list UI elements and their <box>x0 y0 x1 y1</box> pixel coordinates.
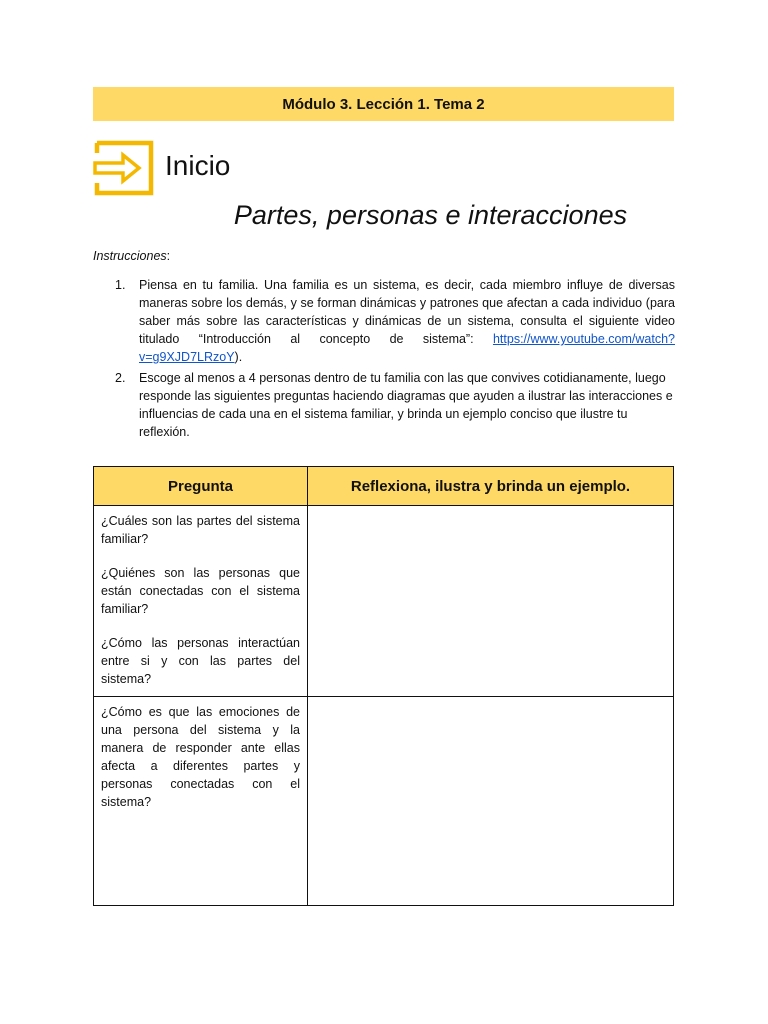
instruction-item <box>93 276 675 366</box>
answer-cell[interactable] <box>308 697 674 906</box>
instruction-number: 1. <box>115 278 126 292</box>
enter-arrow-icon <box>93 138 155 198</box>
column-header-question: Pregunta <box>94 467 308 506</box>
instruction-text-end: ). <box>234 350 243 364</box>
question-text: ¿Cuáles son las partes del sistema familiar? <box>101 514 300 546</box>
instruction-number: 2. <box>115 371 126 385</box>
question-text: ¿Cómo las personas interactúan entre si y con las partes del sistema? <box>101 636 300 686</box>
section-title: Inicio <box>165 150 231 181</box>
instruction-text: Escoge al menos a 4 personas dentro de tu familia con las que convives cotidianamente, luego responde las siguientes preguntas haciendo diagramas que ayuden a ilustrar las interacciones e influencias de cada una en el sistema familiar, y brinda un ejemplo conciso que ilustre tu reflexión. <box>139 371 673 439</box>
table-header-row <box>94 467 674 506</box>
instructions-label: Instrucciones: <box>93 249 171 263</box>
reflection-table <box>93 466 674 906</box>
instruction-text: Piensa en tu familia. Una familia es un sistema, es decir, cada miembro influye de diversas maneras sobre los demás, y se forman dinámicas y patrones que afectan a cada individuo (para saber más sobre las características y dinámicas de un sistema, consulta el siguiente video titulado “Introducción al concepto de sistema”: <box>139 278 675 346</box>
instructions-list <box>93 276 675 444</box>
question-cell <box>94 506 308 697</box>
column-header-reflection: Reflexiona, ilustra y brinda un ejemplo. <box>308 467 674 506</box>
youtube-video-link[interactable]: https://www.youtube.com/watch?v=g9XJD7LRzoY <box>139 332 675 364</box>
question-text: ¿Quiénes son las personas que están conectadas con el sistema familiar? <box>101 566 300 616</box>
module-label: Módulo 3. Lección 1. Tema 2 <box>282 95 485 113</box>
instruction-item <box>93 369 675 441</box>
page-subtitle: Partes, personas e interacciones <box>233 200 628 230</box>
table-row <box>94 697 674 906</box>
table-row <box>94 506 674 697</box>
question-text: ¿Cómo es que las emociones de una persona del sistema y la manera de responder ante ellas afecta a diferentes partes y personas conectadas con el sistema? <box>101 705 300 809</box>
module-header <box>93 87 674 121</box>
question-cell <box>94 697 308 906</box>
answer-cell[interactable] <box>308 506 674 697</box>
